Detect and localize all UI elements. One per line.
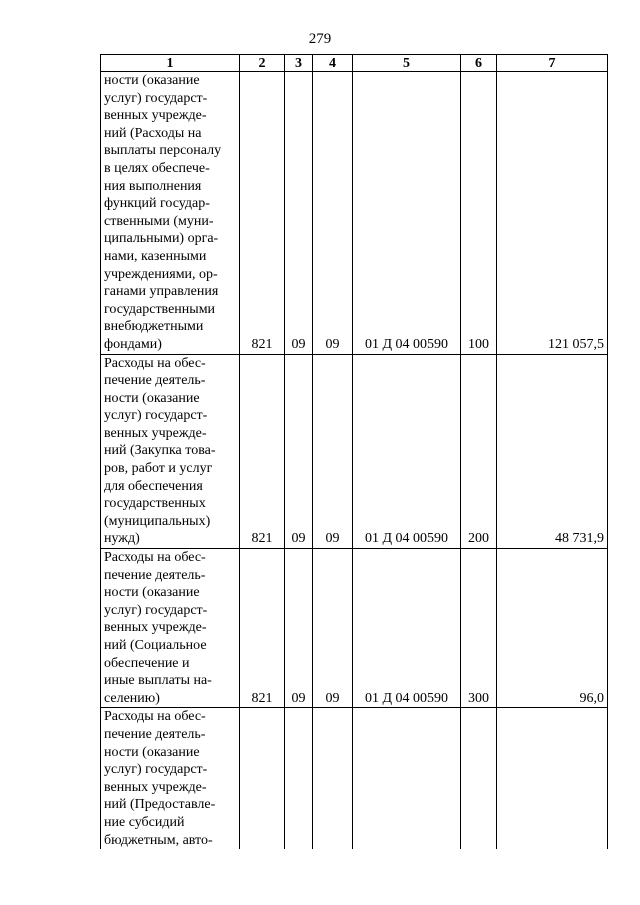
header-col-1: 1 (101, 55, 240, 72)
row-subsection: 09 (313, 549, 353, 708)
row-code: 821 (240, 549, 285, 708)
header-col-4: 4 (313, 55, 353, 72)
row-description: Расходы на обес- печение деятель- ности (оказание услуг) государст- венных учрежде- ний (Предоставле- ние субсидий бюджетным, авто- (101, 708, 240, 849)
table-row (101, 549, 608, 708)
row-amount: 96,0 (497, 549, 608, 708)
table-row (101, 708, 608, 849)
row-code: 821 (240, 354, 285, 549)
row-amount: 121 057,5 (497, 72, 608, 355)
header-col-7: 7 (497, 55, 608, 72)
row-expense-type: 100 (461, 72, 497, 355)
table-row (101, 72, 608, 355)
row-code (240, 708, 285, 849)
row-description: Расходы на обес- печение деятель- ности (оказание услуг) государст- венных учрежде- ний (Социальное обеспечение и иные выплаты на- селению) (101, 549, 240, 708)
header-col-6: 6 (461, 55, 497, 72)
page-number: 279 (308, 31, 332, 47)
row-target: 01 Д 04 00590 (353, 354, 461, 549)
row-target: 01 Д 04 00590 (353, 549, 461, 708)
row-description: ности (оказание услуг) государст- венных учрежде- ний (Расходы на выплаты персоналу в целях обеспече- ния выполнения функций государ- ственными (муни- ципальными) орга- нами, казенными учреждениями, ор- ганами управления государственными внебюджетными фондами) (101, 72, 240, 355)
row-section: 09 (285, 72, 313, 355)
row-code: 821 (240, 72, 285, 355)
row-section: 09 (285, 549, 313, 708)
header-row (101, 55, 608, 72)
row-expense-type: 200 (461, 354, 497, 549)
table-row (101, 354, 608, 549)
row-target: 01 Д 04 00590 (353, 72, 461, 355)
budget-table (100, 54, 608, 849)
row-description: Расходы на обес- печение деятель- ности (оказание услуг) государст- венных учрежде- ний (Закупка това- ров, работ и услуг для обеспечения государственных (муниципальных) нужд) (101, 354, 240, 549)
header-col-2: 2 (240, 55, 285, 72)
row-subsection: 09 (313, 72, 353, 355)
row-expense-type (461, 708, 497, 849)
row-expense-type: 300 (461, 549, 497, 708)
header-col-5: 5 (353, 55, 461, 72)
header-col-3: 3 (285, 55, 313, 72)
row-section (285, 708, 313, 849)
row-subsection: 09 (313, 354, 353, 549)
row-subsection (313, 708, 353, 849)
row-section: 09 (285, 354, 313, 549)
row-amount (497, 708, 608, 849)
row-amount: 48 731,9 (497, 354, 608, 549)
row-target (353, 708, 461, 849)
